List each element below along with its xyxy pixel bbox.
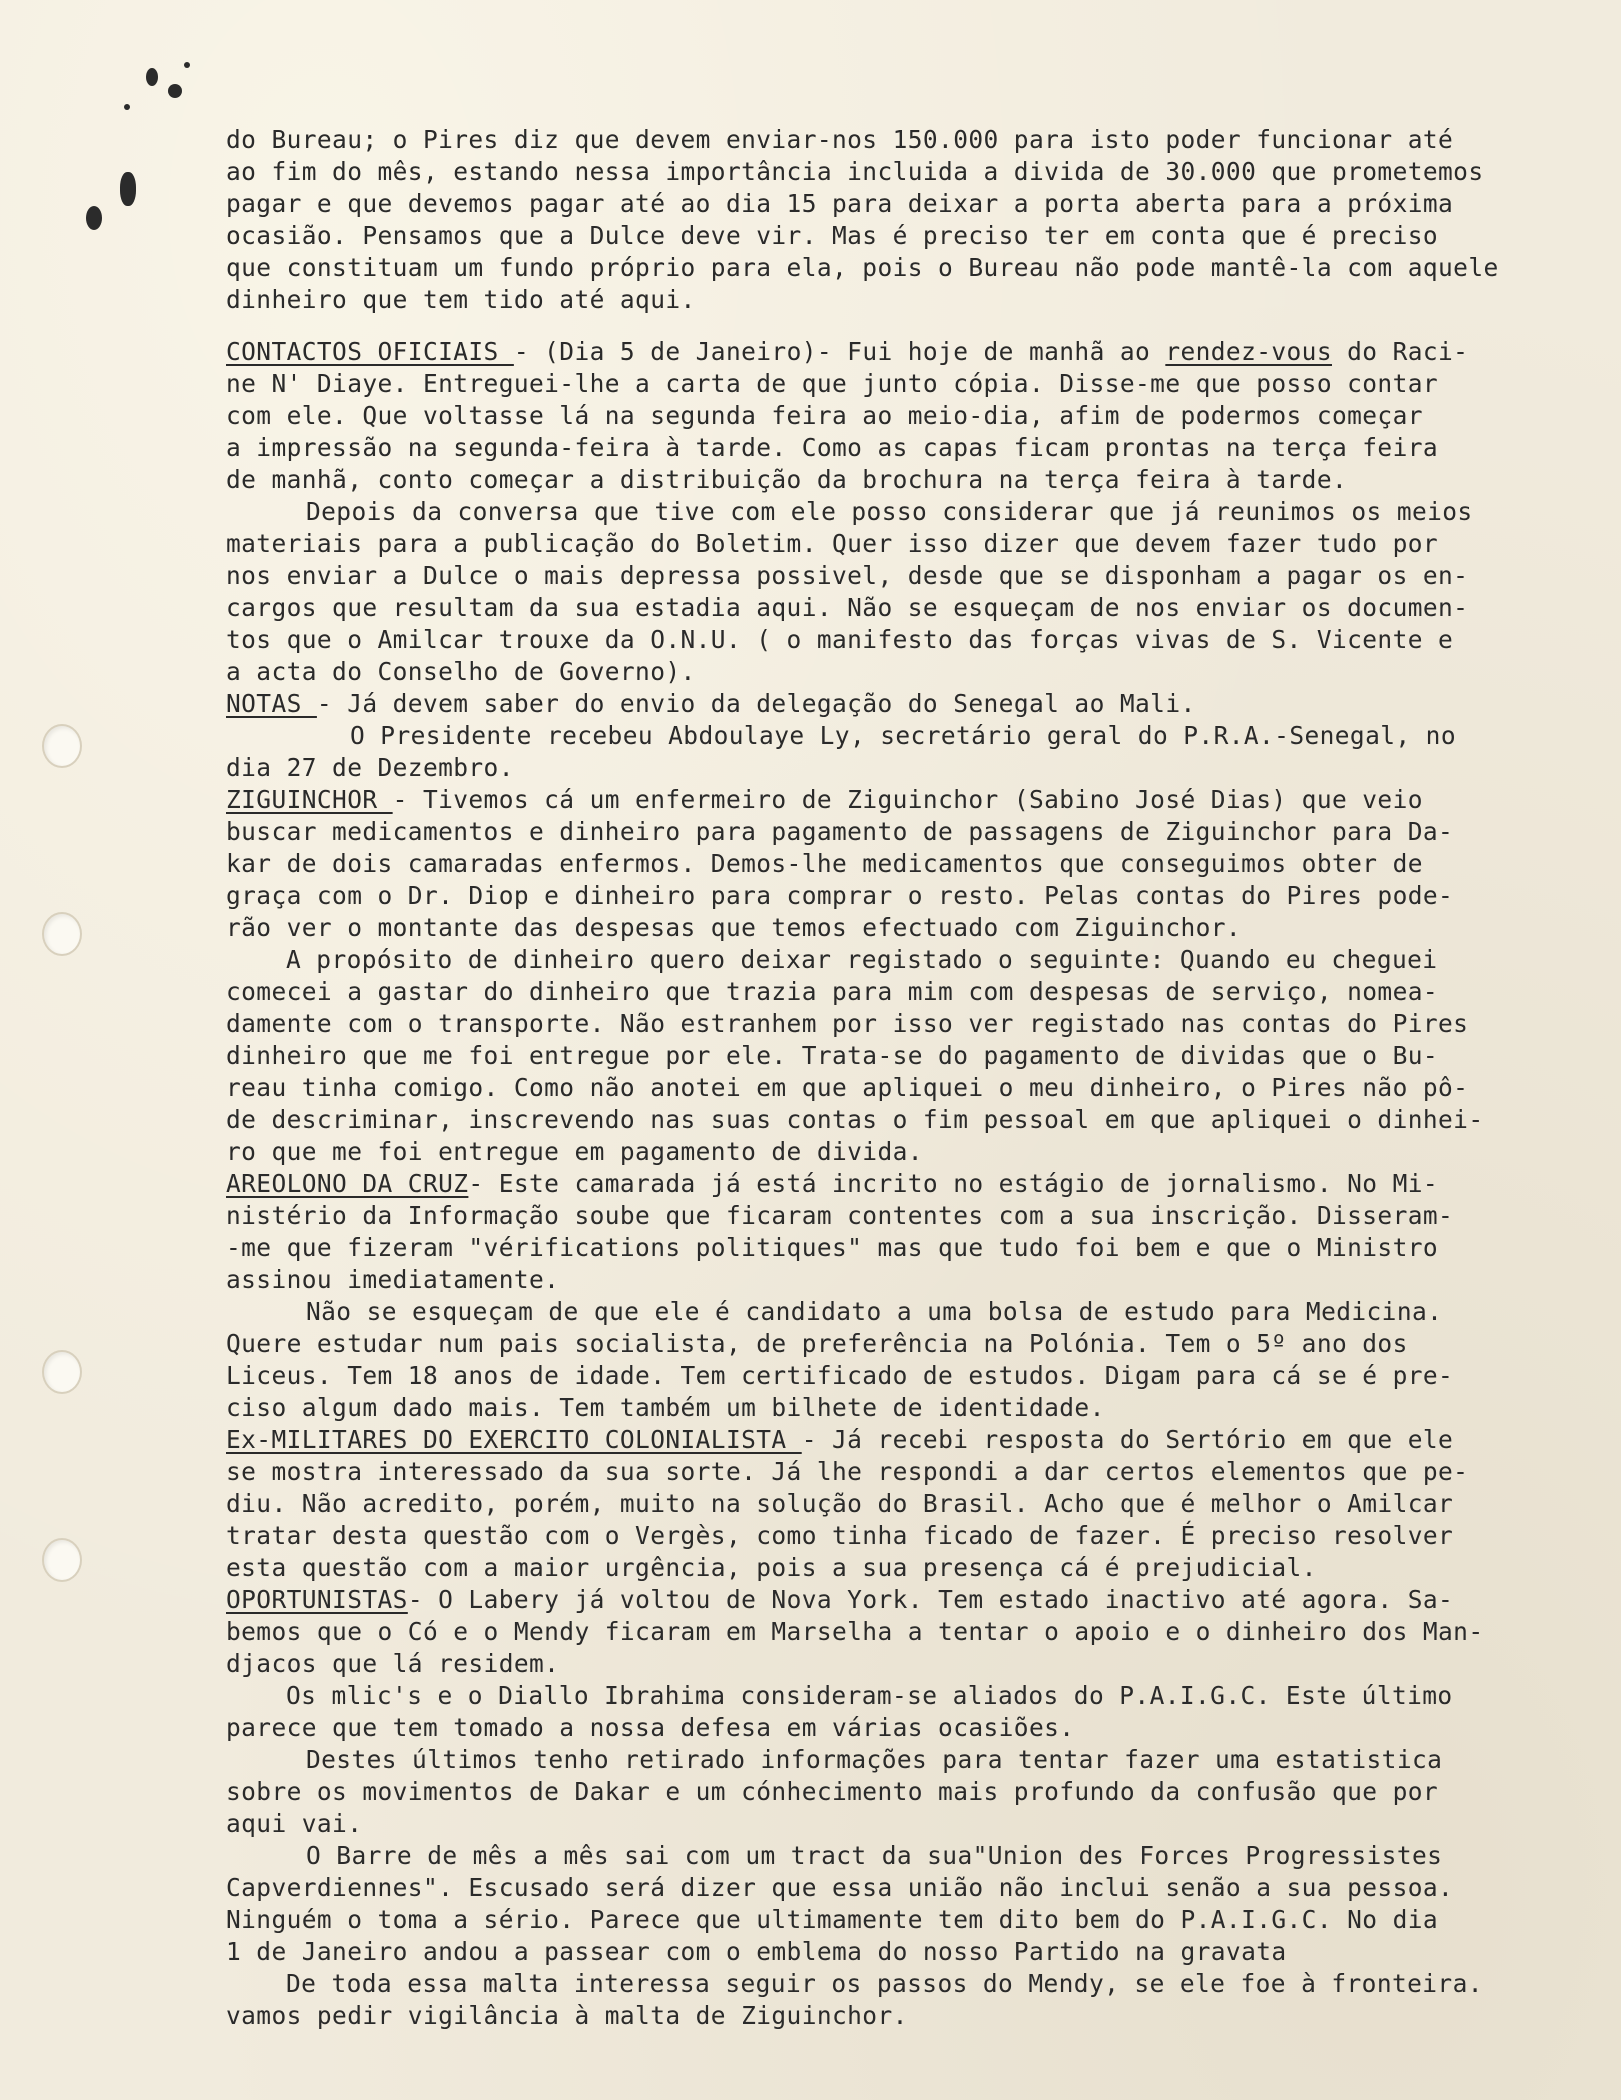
text-line: ao fim do mês, estando nessa importância incluida a divida de 30.000 que prometemos bbox=[226, 157, 1484, 186]
ink-blot bbox=[124, 104, 130, 110]
section-contactos-oficiais: CONTACTOS OFICIAIS - (Dia 5 de Janeiro)- Fui hoje de manhã ao rendez-vous do Raci- bbox=[226, 337, 1469, 366]
text-line: Não se esqueçam de que ele é candidato a uma bolsa de estudo para Medicina. bbox=[306, 1297, 1443, 1326]
section-oportunistas: OPORTUNISTAS- O Labery já voltou de Nova York. Tem estado inactivo até agora. Sa- bbox=[226, 1585, 1454, 1614]
ink-blot bbox=[120, 172, 136, 206]
text-line: nos enviar a Dulce o mais depressa possivel, desde que se disponham a pagar os en- bbox=[226, 561, 1469, 590]
text-line: vamos pedir vigilância à malta de Ziguinchor. bbox=[226, 2001, 908, 2030]
section-ziguinchor: ZIGUINCHOR - Tivemos cá um enfermeiro de Ziguinchor (Sabino José Dias) que veio bbox=[226, 785, 1423, 814]
section-heading: Ex-MILITARES DO EXERCITO COLONIALISTA bbox=[226, 1425, 802, 1454]
ink-blot bbox=[184, 62, 190, 68]
text-line: de descriminar, inscrevendo nas suas contas o fim pessoal em que apliquei o dinhei- bbox=[226, 1105, 1484, 1134]
text-line: -me que fizeram "vérifications politiques" mas que tudo foi bem e que o Ministro bbox=[226, 1233, 1439, 1262]
text-line: Depois da conversa que tive com ele posso considerar que já reunimos os meios bbox=[306, 497, 1473, 526]
text-line: Ninguém o toma a sério. Parece que ultimamente tem dito bem do P.A.I.G.C. No dia bbox=[226, 1905, 1439, 1934]
section-notas: NOTAS - Já devem saber do envio da delegação do Senegal ao Mali. bbox=[226, 689, 1196, 718]
ink-blot bbox=[168, 84, 182, 98]
text-line: Capverdiennes". Escusado será dizer que essa união não inclui senão a sua pessoa. bbox=[226, 1873, 1454, 1902]
text-line: ne N' Diaye. Entreguei-lhe a carta de que junto cópia. Disse-me que posso contar bbox=[226, 369, 1439, 398]
punch-hole bbox=[42, 724, 82, 768]
section-heading: NOTAS bbox=[226, 689, 317, 718]
text-line: djacos que lá residem. bbox=[226, 1649, 560, 1678]
text-line: tos que o Amilcar trouxe da O.N.U. ( o manifesto das forças vivas de S. Vicente e bbox=[226, 625, 1454, 654]
text-line: diu. Não acredito, porém, muito na solução do Brasil. Acho que é melhor o Amilcar bbox=[226, 1489, 1454, 1518]
text-line: comecei a gastar do dinheiro que trazia para mim com despesas de serviço, nomea- bbox=[226, 977, 1439, 1006]
text-line: pagar e que devemos pagar até ao dia 15 para deixar a porta aberta para a próxima bbox=[226, 189, 1454, 218]
section-heading: ZIGUINCHOR bbox=[226, 785, 393, 814]
text-line: com ele. Que voltasse lá na segunda feira ao meio-dia, afim de podermos começar bbox=[226, 401, 1423, 430]
text-line: nistério da Informação soube que ficaram contentes com a sua inscrição. Disseram- bbox=[226, 1201, 1454, 1230]
text-line: que constituam um fundo próprio para ela, pois o Bureau não pode mantê-la com aquele bbox=[226, 253, 1499, 282]
text-line: ocasião. Pensamos que a Dulce deve vir. Mas é preciso ter em conta que é preciso bbox=[226, 221, 1439, 250]
text-line: Os mlic's e o Diallo Ibrahima consideram-se aliados do P.A.I.G.C. Este último bbox=[286, 1681, 1453, 1710]
text-line: tratar desta questão com o Vergès, como tinha ficado de fazer. É preciso resolver bbox=[226, 1521, 1454, 1550]
text-line: O Barre de mês a mês sai com um tract da sua"Union des Forces Progressistes bbox=[306, 1841, 1443, 1870]
text-line: A propósito de dinheiro quero deixar registado o seguinte: Quando eu cheguei bbox=[286, 945, 1438, 974]
section-heading: CONTACTOS OFICIAIS bbox=[226, 337, 514, 366]
text-line: dia 27 de Dezembro. bbox=[226, 753, 514, 782]
punch-hole bbox=[42, 912, 82, 956]
text-line: assinou imediatamente. bbox=[226, 1265, 560, 1294]
text-line: esta questão com a maior urgência, pois a sua presença cá é prejudicial. bbox=[226, 1553, 1317, 1582]
ink-blot bbox=[146, 68, 158, 86]
text-line: ciso algum dado mais. Tem também um bilhete de identidade. bbox=[226, 1393, 1105, 1422]
text-line: do Bureau; o Pires diz que devem enviar-nos 150.000 para isto poder funcionar até bbox=[226, 125, 1454, 154]
text-line: dinheiro que tem tido até aqui. bbox=[226, 285, 696, 314]
text-line: aqui vai. bbox=[226, 1809, 363, 1838]
text-line: rão ver o montante das despesas que temos efectuado com Ziguinchor. bbox=[226, 913, 1242, 942]
text-line: cargos que resultam da sua estadia aqui. Não se esqueçam de nos enviar os documen- bbox=[226, 593, 1469, 622]
text-line: bemos que o Có e o Mendy ficaram em Marselha a tentar o apoio e o dinheiro dos Man- bbox=[226, 1617, 1484, 1646]
section-ex-militares: Ex-MILITARES DO EXERCITO COLONIALISTA - Já recebi resposta do Sertório em que ele bbox=[226, 1425, 1454, 1454]
text-line: sobre os movimentos de Dakar e um cónhecimento mais profundo da confusão que por bbox=[226, 1777, 1439, 1806]
text-line: kar de dois camaradas enfermos. Demos-lhe medicamentos que conseguimos obter de bbox=[226, 849, 1423, 878]
text-line: O Presidente recebeu Abdoulaye Ly, secretário geral do P.R.A.-Senegal, no bbox=[350, 721, 1456, 750]
text-line: materiais para a publicação do Boletim. Quer isso dizer que devem fazer tudo por bbox=[226, 529, 1439, 558]
text-line: Destes últimos tenho retirado informações para tentar fazer uma estatistica bbox=[306, 1745, 1443, 1774]
text-line: 1 de Janeiro andou a passear com o emblema do nosso Partido na gravata bbox=[226, 1937, 1287, 1966]
text-line: graça com o Dr. Diop e dinheiro para comprar o resto. Pelas contas do Pires pode- bbox=[226, 881, 1454, 910]
text-line: a impressão na segunda-feira à tarde. Como as capas ficam prontas na terça feira bbox=[226, 433, 1439, 462]
section-heading: OPORTUNISTAS bbox=[226, 1585, 408, 1614]
text-line: damente com o transporte. Não estranhem por isso ver registado nas contas do Pires bbox=[226, 1009, 1469, 1038]
underlined-term: rendez-vous bbox=[1165, 337, 1332, 366]
text-line: Quere estudar num pais socialista, de preferência na Polónia. Tem o 5º ano dos bbox=[226, 1329, 1408, 1358]
ink-blot bbox=[86, 206, 102, 230]
punch-hole bbox=[42, 1350, 82, 1394]
text-line: reau tinha comigo. Como não anotei em que apliquei o meu dinheiro, o Pires não pô- bbox=[226, 1073, 1469, 1102]
typed-letter-body bbox=[226, 124, 1556, 2032]
text-line: De toda essa malta interessa seguir os passos do Mendy, se ele foe à fronteira. bbox=[286, 1969, 1483, 1998]
section-areolono-da-cruz: AREOLONO DA CRUZ- Este camarada já está incrito no estágio de jornalismo. No Mi- bbox=[226, 1169, 1439, 1198]
section-heading: AREOLONO DA CRUZ bbox=[226, 1169, 469, 1198]
text-line: dinheiro que me foi entregue por ele. Trata-se do pagamento de dividas que o Bu- bbox=[226, 1041, 1439, 1070]
text-line: parece que tem tomado a nossa defesa em várias ocasiões. bbox=[226, 1713, 1075, 1742]
text-line: ro que me foi entregue em pagamento de divida. bbox=[226, 1137, 923, 1166]
punch-hole bbox=[42, 1538, 82, 1582]
text-line: de manhã, conto começar a distribuição da brochura na terça feira à tarde. bbox=[226, 465, 1348, 494]
text-line: Liceus. Tem 18 anos de idade. Tem certificado de estudos. Digam para cá se é pre- bbox=[226, 1361, 1454, 1390]
text-line: buscar medicamentos e dinheiro para pagamento de passagens de Ziguinchor para Da- bbox=[226, 817, 1454, 846]
text-line: se mostra interessado da sua sorte. Já lhe respondi a dar certos elementos que pe- bbox=[226, 1457, 1469, 1486]
text-line: a acta do Conselho de Governo). bbox=[226, 657, 696, 686]
